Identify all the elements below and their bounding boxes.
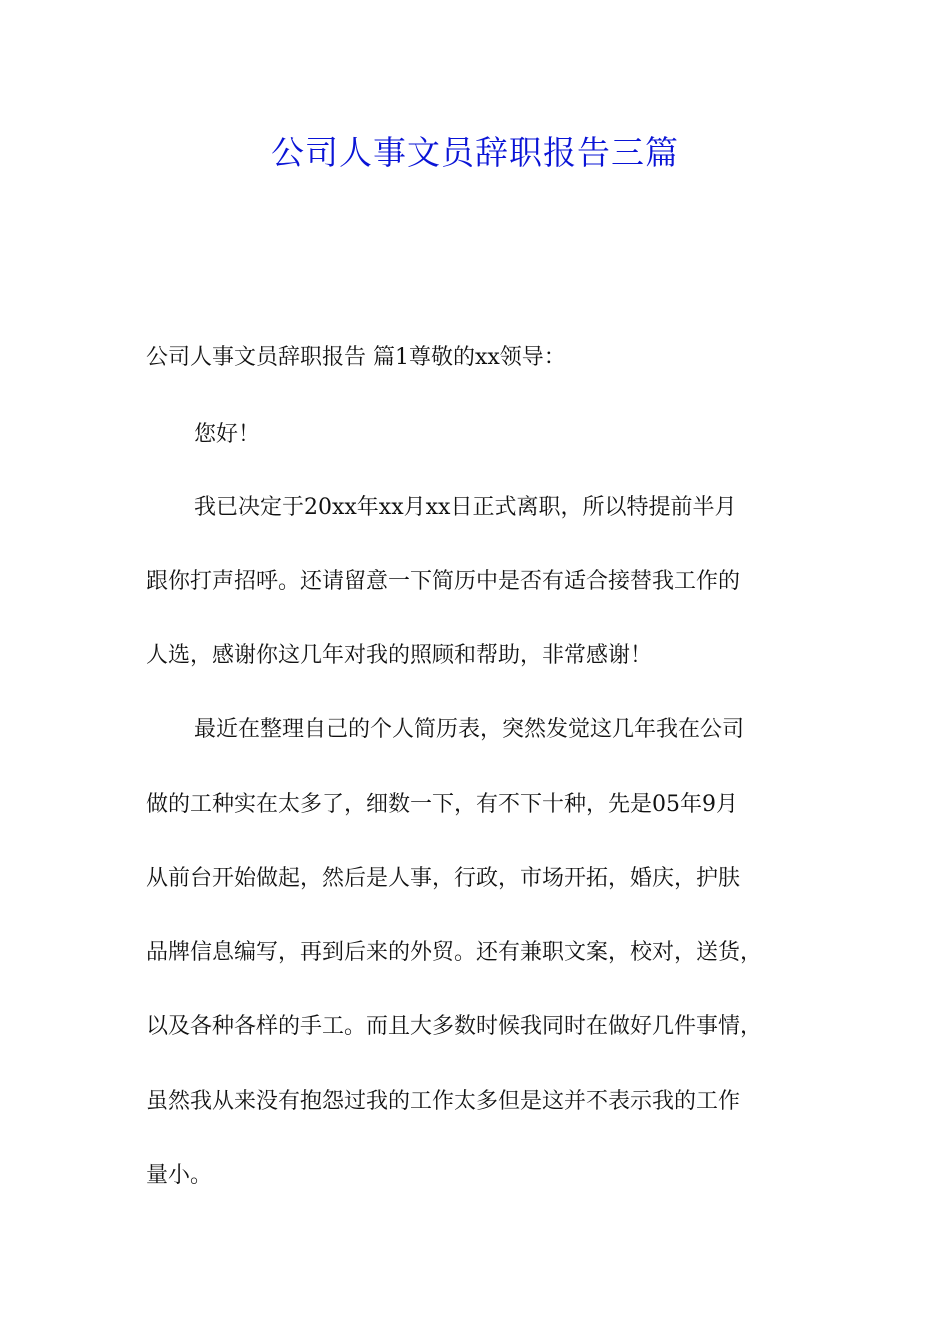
paragraph-line: 以及各种各样的手工。而且大多数时候我同时在做好几件事情， <box>146 1014 763 1039</box>
document-title: 公司人事文员辞职报告三篇 <box>271 133 679 172</box>
paragraph-line: 跟你打声招呼。还请留意一下简历中是否有适合接替我工作的 <box>146 569 741 594</box>
paragraph-greeting: 您好！ <box>194 422 261 447</box>
paragraph-line: 虽然我从来没有抱怨过我的工作太多但是这并不表示我的工作 <box>146 1089 741 1114</box>
paragraph-line: 做的工种实在太多了，细数一下，有不下十种，先是05年9月 <box>146 792 738 817</box>
paragraph-line: 品牌信息编写，再到后来的外贸。还有兼职文案，校对，送货， <box>146 940 763 965</box>
paragraph-line: 从前台开始做起，然后是人事，行政，市场开拓，婚庆，护肤 <box>146 866 741 891</box>
paragraph-line: 我已决定于20xx年xx月xx日正式离职，所以特提前半月 <box>194 495 737 520</box>
paragraph-line: 人选，感谢你这几年对我的照顾和帮助，非常感谢！ <box>146 643 653 668</box>
paragraph-line: 最近在整理自己的个人简历表，突然发觉这几年我在公司 <box>194 717 745 742</box>
paragraph-heading-line: 公司人事文员辞职报告 篇1尊敬的xx领导： <box>146 345 566 370</box>
paragraph-line: 量小。 <box>146 1163 213 1188</box>
